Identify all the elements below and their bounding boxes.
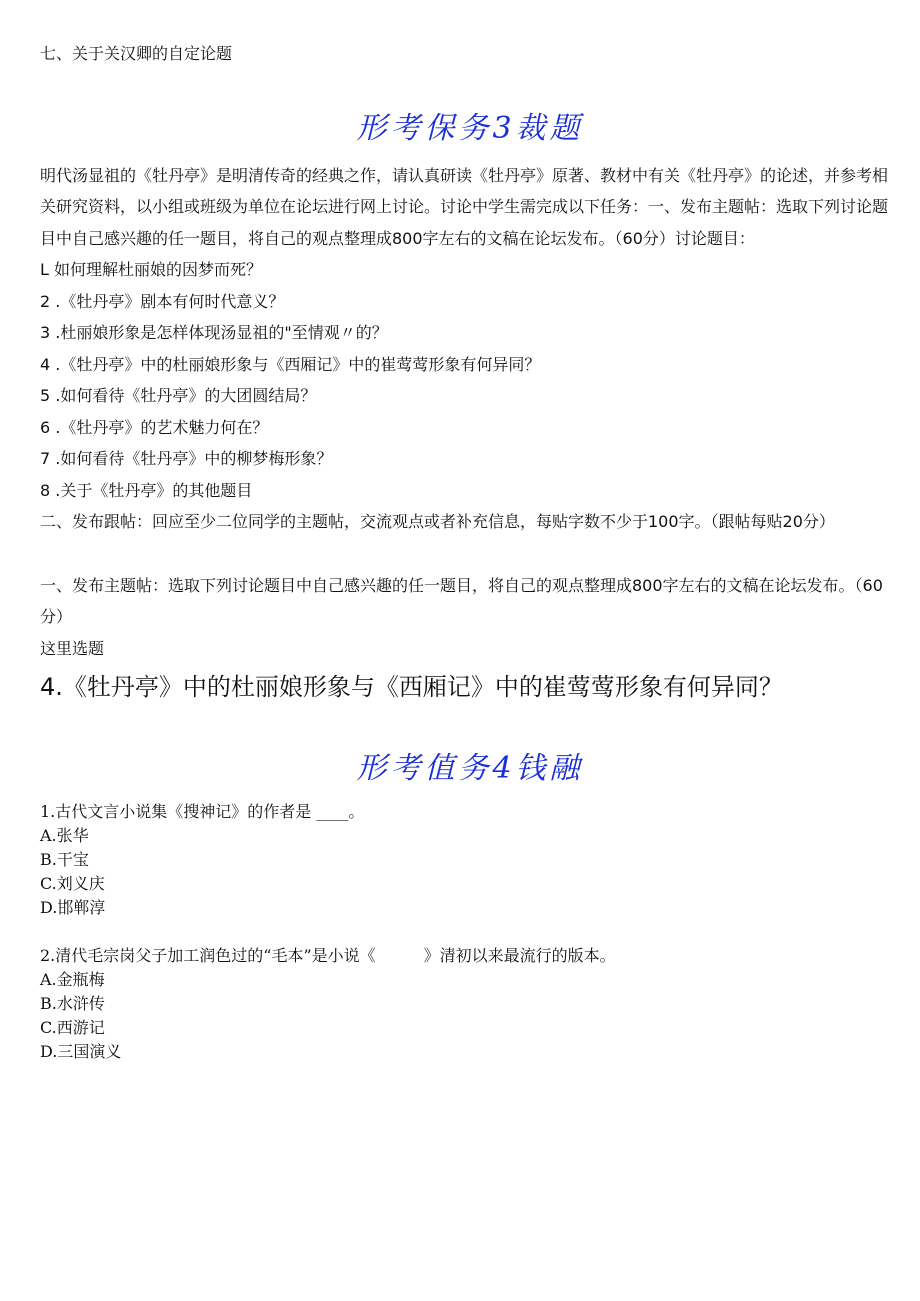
topic-list [40, 254, 900, 506]
option-b: B.干宝 [40, 850, 89, 869]
option-b: B.水浒传 [40, 994, 105, 1013]
topic-item: 3 .杜丽娘形象是怎样体现汤显祖的"至情观〃的？ [40, 323, 388, 342]
question-2 [40, 944, 900, 1064]
option-a: A.金瓶梅 [40, 970, 105, 989]
option-d: D.三国演义 [40, 1042, 122, 1061]
answer-task-text: 一、发布主题帖：选取下列讨论题目中自己感兴趣的任一题目，将自己的观点整理成800字左右的文稿在论坛发布。（60分） [40, 575, 883, 626]
topic-item: 6 .《牡丹亭》的艺术魅力何在？ [40, 417, 269, 437]
option-c: C.西游记 [40, 1018, 105, 1037]
option-a: A.张华 [40, 826, 89, 845]
question-stem: 1.古代文言小说集《搜神记》的作者是 ____。 [40, 802, 365, 821]
option-d: D.邯郸淳 [40, 898, 106, 917]
task2-text: 二、发布跟帖：回应至少二位同学的主题帖，交流观点或者补充信息，每贴字数不少于100字。（跟帖每贴20分） [40, 512, 835, 531]
task3-intro: 明代汤显祖的《牡丹亭》是明清传奇的经典之作，请认真研读《牡丹亭》原著、教材中有关《牡丹亭》的论述，并参考相关研究资料，以小组或班级为单位在论坛进行网上讨论。讨论中学生需完成以下任务：一、发布主题帖：选取下列讨论题目中自己感兴趣的任一题目，将自己的观点整理成800字左右的文稿在论坛发布。（60分）讨论题目： [40, 165, 889, 248]
question-1 [40, 800, 900, 920]
topic-item: 4 .《牡丹亭》中的杜丽娘形象与《西厢记》中的崔莺莺形象有何异同？ [40, 354, 541, 374]
topic-item: L 如何理解杜丽娘的因梦而死？ [40, 260, 263, 279]
task3-heading: 形考保务3裁题 [356, 110, 584, 146]
topic-item: 7 .如何看待《牡丹亭》中的柳梦梅形象？ [40, 449, 333, 468]
topic-item: 2 .《牡丹亭》剧本有何时代意义？ [40, 291, 285, 311]
top-line: 七、关于关汉卿的自定论题 [40, 44, 233, 63]
topic-item: 5 .如何看待《牡丹亭》的大团圆结局？ [40, 386, 317, 405]
select-label: 这里选题 [40, 638, 105, 658]
topic-item: 8 .关于《牡丹亭》的其他题目 [40, 480, 253, 500]
selected-topic: 4.《牡丹亭》中的杜丽娘形象与《西厢记》中的崔莺莺形象有何异同？ [40, 673, 783, 701]
option-c: C.刘义庆 [40, 874, 105, 893]
question-stem: 2.清代毛宗岗父子加工润色过的“毛本”是小说《 》清初以来最流行的版本。 [40, 946, 616, 965]
document-page [40, 38, 900, 1064]
task4-heading: 形考值务4钱融 [356, 751, 584, 786]
